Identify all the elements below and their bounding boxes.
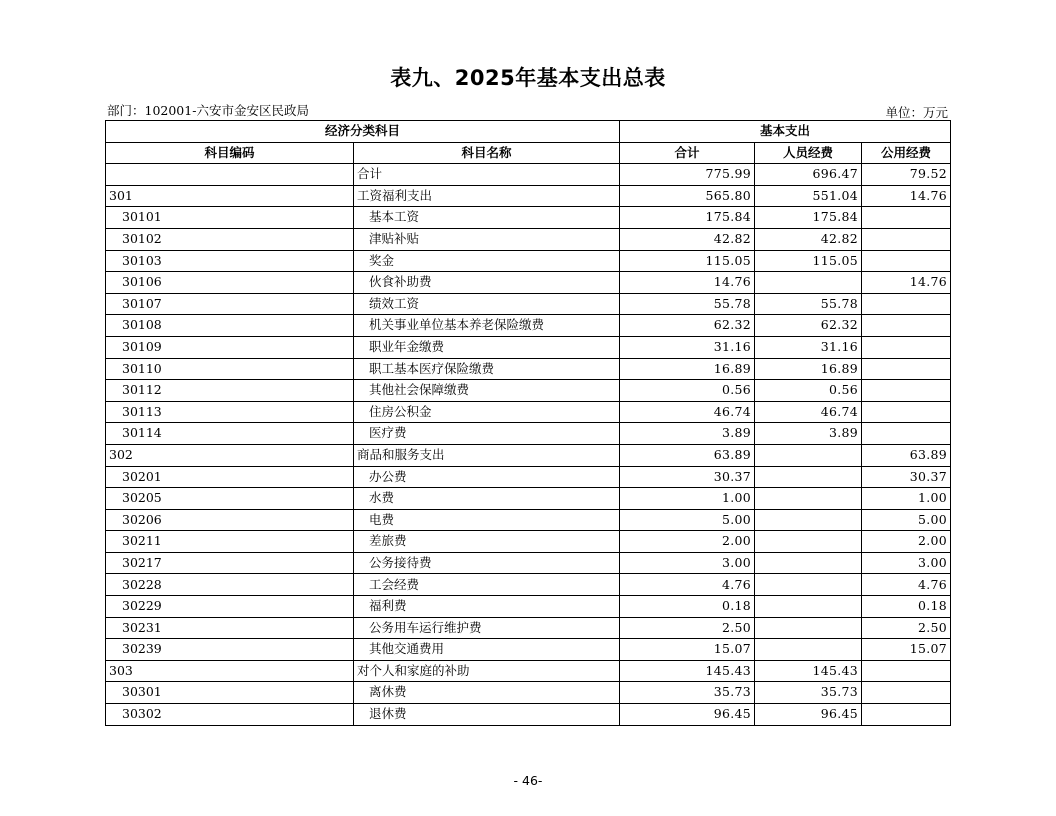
name-cell: 其他社会保障缴费 [354, 380, 620, 402]
code-cell: 303 [106, 660, 354, 682]
total-cell: 14.76 [620, 272, 755, 294]
total-cell: 5.00 [620, 509, 755, 531]
total-cell: 175.84 [620, 207, 755, 229]
table-header [106, 121, 951, 164]
personnel-cell [755, 552, 862, 574]
name-cell: 合计 [354, 164, 620, 186]
public-cell: 63.89 [862, 444, 951, 466]
total-cell: 62.32 [620, 315, 755, 337]
header-economic-category: 经济分类科目 [106, 121, 620, 143]
table-row [106, 660, 951, 682]
name-cell: 机关事业单位基本养老保险缴费 [354, 315, 620, 337]
header-personnel: 人员经费 [755, 142, 862, 164]
total-cell: 0.56 [620, 380, 755, 402]
total-cell: 3.00 [620, 552, 755, 574]
table-row [106, 423, 951, 445]
code-cell: 30211 [106, 531, 354, 553]
header-basic-expenditure: 基本支出 [620, 121, 951, 143]
name-cell: 差旅费 [354, 531, 620, 553]
code-cell: 30106 [106, 272, 354, 294]
name-cell: 绩效工资 [354, 293, 620, 315]
public-cell [862, 315, 951, 337]
department-label: 部门：102001-六安市金安区民政局 [107, 103, 309, 118]
table-body [106, 164, 951, 725]
table-row [106, 552, 951, 574]
name-cell: 职业年金缴费 [354, 336, 620, 358]
personnel-cell: 16.89 [755, 358, 862, 380]
table-row [106, 228, 951, 250]
code-cell: 30229 [106, 596, 354, 618]
table-row [106, 574, 951, 596]
personnel-cell: 175.84 [755, 207, 862, 229]
personnel-cell: 46.74 [755, 401, 862, 423]
code-cell: 30201 [106, 466, 354, 488]
public-cell [862, 358, 951, 380]
table-row [106, 293, 951, 315]
unit-label: 单位：万元 [885, 105, 948, 120]
total-cell: 46.74 [620, 401, 755, 423]
personnel-cell [755, 272, 862, 294]
public-cell [862, 401, 951, 423]
total-cell: 145.43 [620, 660, 755, 682]
public-cell: 15.07 [862, 639, 951, 661]
total-cell: 16.89 [620, 358, 755, 380]
code-cell: 30231 [106, 617, 354, 639]
name-cell: 基本工资 [354, 207, 620, 229]
table-row [106, 639, 951, 661]
name-cell: 其他交通费用 [354, 639, 620, 661]
name-cell: 奖金 [354, 250, 620, 272]
personnel-cell [755, 596, 862, 618]
personnel-cell: 145.43 [755, 660, 862, 682]
name-cell: 医疗费 [354, 423, 620, 445]
table-row [106, 444, 951, 466]
public-cell: 14.76 [862, 272, 951, 294]
total-cell: 0.18 [620, 596, 755, 618]
personnel-cell [755, 444, 862, 466]
table-row [106, 682, 951, 704]
total-cell: 96.45 [620, 704, 755, 726]
personnel-cell [755, 531, 862, 553]
total-cell: 565.80 [620, 185, 755, 207]
name-cell: 工会经费 [354, 574, 620, 596]
total-cell: 42.82 [620, 228, 755, 250]
total-cell: 31.16 [620, 336, 755, 358]
table-row [106, 272, 951, 294]
total-cell: 30.37 [620, 466, 755, 488]
code-cell: 302 [106, 444, 354, 466]
code-cell: 30114 [106, 423, 354, 445]
page-number: - 46- [513, 773, 543, 788]
name-cell: 住房公积金 [354, 401, 620, 423]
budget-table [105, 120, 951, 726]
public-cell [862, 380, 951, 402]
table-row [106, 185, 951, 207]
public-cell: 14.76 [862, 185, 951, 207]
name-cell: 对个人和家庭的补助 [354, 660, 620, 682]
table-row [106, 509, 951, 531]
personnel-cell: 35.73 [755, 682, 862, 704]
public-cell: 1.00 [862, 488, 951, 510]
public-cell [862, 682, 951, 704]
name-cell: 退休费 [354, 704, 620, 726]
header-public: 公用经费 [862, 142, 951, 164]
personnel-cell [755, 639, 862, 661]
public-cell [862, 336, 951, 358]
code-cell: 30217 [106, 552, 354, 574]
public-cell [862, 423, 951, 445]
total-cell: 35.73 [620, 682, 755, 704]
total-cell: 3.89 [620, 423, 755, 445]
code-cell: 30205 [106, 488, 354, 510]
table-row [106, 207, 951, 229]
total-cell: 15.07 [620, 639, 755, 661]
name-cell: 公务用车运行维护费 [354, 617, 620, 639]
name-cell: 电费 [354, 509, 620, 531]
name-cell: 福利费 [354, 596, 620, 618]
personnel-cell: 0.56 [755, 380, 862, 402]
total-cell: 115.05 [620, 250, 755, 272]
total-cell: 1.00 [620, 488, 755, 510]
public-cell [862, 228, 951, 250]
code-cell: 30109 [106, 336, 354, 358]
total-cell: 2.00 [620, 531, 755, 553]
header-name: 科目名称 [354, 142, 620, 164]
personnel-cell: 42.82 [755, 228, 862, 250]
personnel-cell: 62.32 [755, 315, 862, 337]
personnel-cell: 96.45 [755, 704, 862, 726]
header-code: 科目编码 [106, 142, 354, 164]
public-cell: 2.00 [862, 531, 951, 553]
name-cell: 公务接待费 [354, 552, 620, 574]
personnel-cell: 696.47 [755, 164, 862, 186]
public-cell: 3.00 [862, 552, 951, 574]
table-row [106, 617, 951, 639]
public-cell: 2.50 [862, 617, 951, 639]
code-cell: 30107 [106, 293, 354, 315]
table-row [106, 704, 951, 726]
table-row [106, 164, 951, 186]
page-title: 表九、2025年基本支出总表 [390, 66, 666, 90]
public-cell: 4.76 [862, 574, 951, 596]
code-cell: 30101 [106, 207, 354, 229]
public-cell [862, 660, 951, 682]
table-row [106, 380, 951, 402]
personnel-cell: 55.78 [755, 293, 862, 315]
table-row [106, 401, 951, 423]
public-cell: 79.52 [862, 164, 951, 186]
code-cell: 30102 [106, 228, 354, 250]
code-cell: 30239 [106, 639, 354, 661]
code-cell: 301 [106, 185, 354, 207]
name-cell: 职工基本医疗保险缴费 [354, 358, 620, 380]
total-cell: 55.78 [620, 293, 755, 315]
total-cell: 4.76 [620, 574, 755, 596]
code-cell: 30112 [106, 380, 354, 402]
public-cell: 30.37 [862, 466, 951, 488]
code-cell: 30108 [106, 315, 354, 337]
total-cell: 2.50 [620, 617, 755, 639]
name-cell: 工资福利支出 [354, 185, 620, 207]
table-row [106, 358, 951, 380]
public-cell [862, 250, 951, 272]
name-cell: 水费 [354, 488, 620, 510]
personnel-cell: 551.04 [755, 185, 862, 207]
code-cell [106, 164, 354, 186]
code-cell: 30206 [106, 509, 354, 531]
code-cell: 30302 [106, 704, 354, 726]
public-cell [862, 207, 951, 229]
code-cell: 30113 [106, 401, 354, 423]
public-cell [862, 704, 951, 726]
name-cell: 商品和服务支出 [354, 444, 620, 466]
public-cell: 5.00 [862, 509, 951, 531]
name-cell: 津贴补贴 [354, 228, 620, 250]
personnel-cell: 115.05 [755, 250, 862, 272]
public-cell [862, 293, 951, 315]
table-row [106, 250, 951, 272]
code-cell: 30110 [106, 358, 354, 380]
personnel-cell [755, 574, 862, 596]
public-cell: 0.18 [862, 596, 951, 618]
total-cell: 63.89 [620, 444, 755, 466]
personnel-cell [755, 617, 862, 639]
name-cell: 离休费 [354, 682, 620, 704]
personnel-cell: 31.16 [755, 336, 862, 358]
total-cell: 775.99 [620, 164, 755, 186]
table-row [106, 531, 951, 553]
table-row [106, 336, 951, 358]
code-cell: 30103 [106, 250, 354, 272]
table-row [106, 315, 951, 337]
table-row [106, 466, 951, 488]
personnel-cell [755, 488, 862, 510]
table-row [106, 596, 951, 618]
personnel-cell: 3.89 [755, 423, 862, 445]
name-cell: 伙食补助费 [354, 272, 620, 294]
code-cell: 30228 [106, 574, 354, 596]
header-total: 合计 [620, 142, 755, 164]
code-cell: 30301 [106, 682, 354, 704]
personnel-cell [755, 509, 862, 531]
table-row [106, 488, 951, 510]
name-cell: 办公费 [354, 466, 620, 488]
personnel-cell [755, 466, 862, 488]
